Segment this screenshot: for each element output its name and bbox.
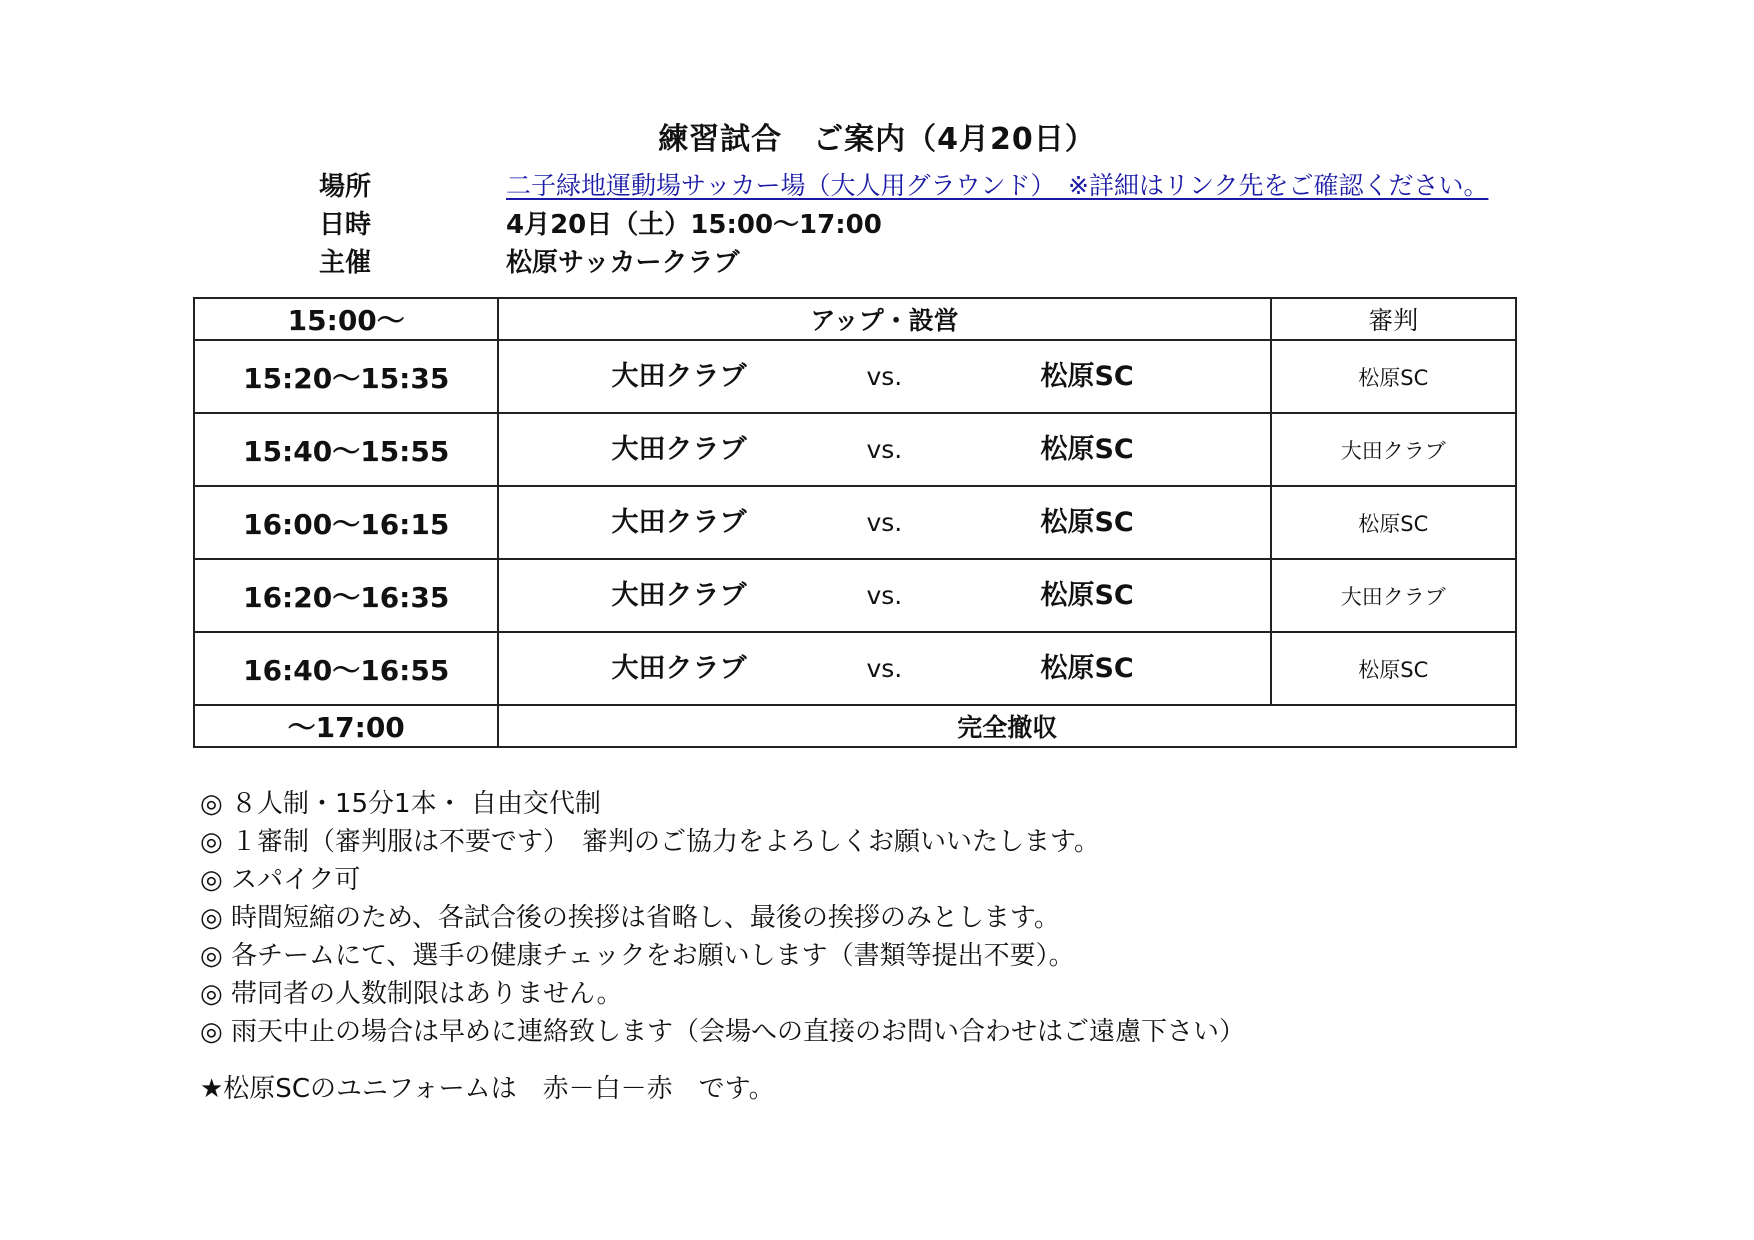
host-value: 松原サッカークラブ (506, 248, 740, 278)
place-label: 場所 (319, 172, 372, 202)
match-row (194, 413, 1516, 486)
datetime-label: 日時 (319, 210, 372, 240)
match-row (194, 340, 1516, 413)
match-time: 16:40〜16:55 (194, 632, 498, 705)
vs-label: vs. (866, 508, 903, 537)
match-referee: 松原SC (1271, 486, 1516, 559)
header-referee: 審判 (1271, 298, 1516, 340)
note-item: ◎ 各チームにて、選手の健康チェックをお願いします（書類等提出不要）。 (200, 941, 1075, 971)
match-time: 16:00〜16:15 (194, 486, 498, 559)
note-item: ◎ スパイク可 (200, 865, 361, 895)
note-item: ◎ 時間短縮のため、各試合後の挨拶は省略し、最後の挨拶のみとします。 (200, 903, 1060, 933)
team-b: 松原SC (1040, 580, 1134, 611)
match-cell (498, 413, 1270, 486)
match-time: 16:20〜16:35 (194, 559, 498, 632)
match-cell (498, 632, 1270, 705)
team-a: 大田クラブ (611, 434, 747, 465)
match-row (194, 486, 1516, 559)
team-a: 大田クラブ (611, 507, 747, 538)
datetime-value: 4月20日（土）15:00〜17:00 (506, 210, 882, 240)
footer-time: 〜17:00 (194, 705, 498, 747)
team-b: 松原SC (1040, 434, 1134, 465)
match-row (194, 559, 1516, 632)
match-time: 15:20〜15:35 (194, 340, 498, 413)
header-time: 15:00〜 (194, 298, 498, 340)
notes-list (200, 785, 1245, 1051)
match-referee: 松原SC (1271, 340, 1516, 413)
uniform-note: ★松原SCのユニフォームは 赤－白－赤 です。 (200, 1074, 775, 1104)
schedule-table (193, 297, 1517, 748)
vs-label: vs. (866, 654, 903, 683)
note-item: ◎ １審制（審判服は不要です） 審判のご協力をよろしくお願いいたします。 (200, 827, 1100, 857)
match-referee: 大田クラブ (1271, 559, 1516, 632)
footer-activity: 完全撤収 (498, 705, 1516, 747)
match-cell (498, 340, 1270, 413)
vs-label: vs. (866, 362, 903, 391)
match-referee: 松原SC (1271, 632, 1516, 705)
place-link[interactable]: 二子緑地運動場サッカー場（大人用グラウンド） ※詳細はリンク先をご確認ください。 (506, 171, 1489, 200)
team-a: 大田クラブ (611, 361, 747, 392)
host-label: 主催 (319, 248, 372, 278)
note-item: ◎ 雨天中止の場合は早めに連絡致します（会場への直接のお問い合わせはご遠慮下さい） (200, 1017, 1245, 1047)
schedule-header-row (194, 298, 1516, 340)
team-a: 大田クラブ (611, 653, 747, 684)
note-item: ◎ 帯同者の人数制限はありません。 (200, 979, 623, 1009)
team-b: 松原SC (1040, 361, 1134, 392)
match-cell (498, 486, 1270, 559)
vs-label: vs. (866, 435, 903, 464)
match-row (194, 632, 1516, 705)
note-item: ◎ ８人制・15分1本・ 自由交代制 (200, 789, 601, 819)
team-a: 大田クラブ (611, 580, 747, 611)
vs-label: vs. (866, 581, 903, 610)
match-referee: 大田クラブ (1271, 413, 1516, 486)
match-time: 15:40〜15:55 (194, 413, 498, 486)
place-value (506, 166, 1488, 202)
page-title: 練習試合 ご案内（4月20日） (658, 122, 1096, 157)
match-cell (498, 559, 1270, 632)
team-b: 松原SC (1040, 507, 1134, 538)
schedule-footer-row (194, 705, 1516, 747)
team-b: 松原SC (1040, 653, 1134, 684)
header-activity: アップ・設営 (498, 298, 1270, 340)
